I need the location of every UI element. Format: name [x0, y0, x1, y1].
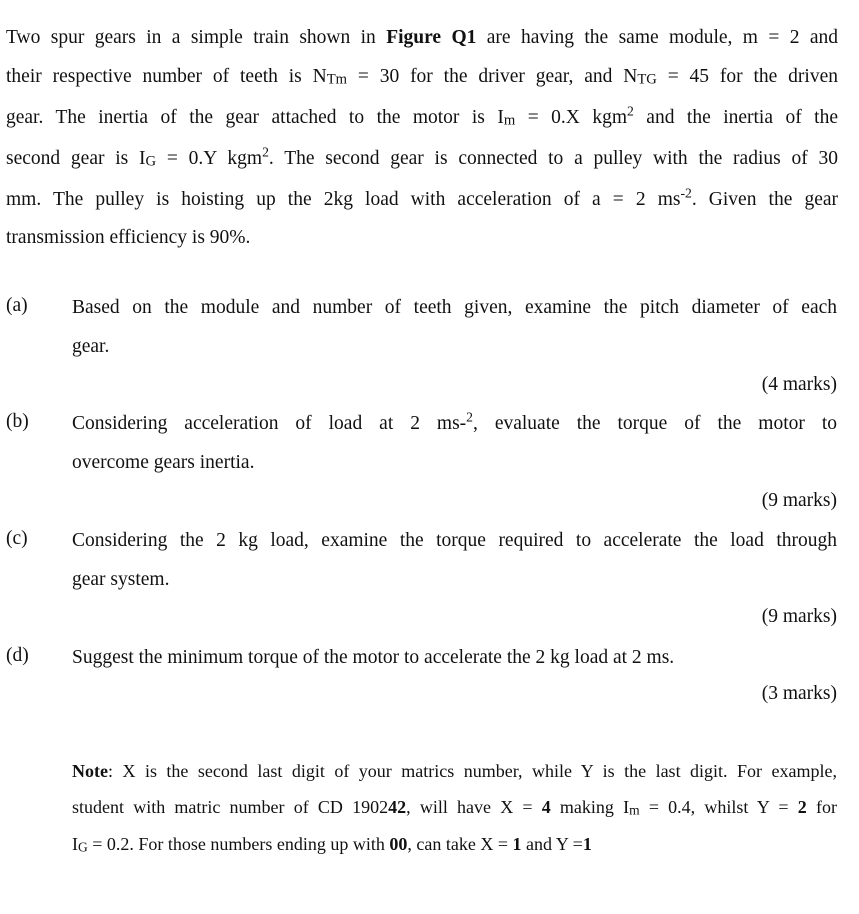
question-a-label: (a) — [6, 295, 28, 316]
question-d-label: (d) — [6, 645, 29, 666]
question-c-label: (c) — [6, 528, 28, 549]
intro-line-2: their respective number of teeth is NTm = 30 for the driver gear, and NTG = 45 for the driven — [6, 65, 838, 88]
question-b-label: (b) — [6, 411, 29, 432]
question-b-text: Considering acceleration of load at 2 ms-$^2$, evaluate the torque of the motor to overcome gears inertia. — [72, 409, 837, 473]
question-d-text: Suggest the minimum torque of the motor to accelerate the 2 kg load at 2 ms. — [72, 647, 675, 668]
note-block: Note: X is the second last digit of your matrics number, while Y is the last digit. For example, student with matric number of CD 190242, will have X = 4 making Im = 0.4, whilst Y = 2 for IG = 0.2. For those numbers ending up with 00, can take X = 1 and Y =1 — [72, 761, 837, 855]
intro-line-6: transmission efficiency is 90%. — [6, 227, 251, 249]
intro-line-4: second gear is IG = 0.Y kgm$^2$. The second gear is connected to a pulley with the radius of 30 — [6, 144, 839, 170]
problem-statement — [6, 19, 838, 258]
question-c-text: Considering the 2 kg load, examine the torque required to accelerate the load through gear system. — [72, 530, 837, 590]
question-c-marks: (9 marks) — [761, 606, 837, 627]
intro-line-1: Two spur gears in a simple train shown in Figure Q1 are having the same module, m = 2 and — [6, 27, 839, 48]
question-a-text: Based on the module and number of teeth given, examine the pitch diameter of each gear. — [72, 297, 837, 357]
note-label: Note — [72, 761, 108, 781]
question-b-marks: (9 marks) — [761, 490, 837, 511]
question-a-marks: (4 marks) — [761, 374, 837, 395]
figure-reference: Figure Q1 — [386, 27, 477, 48]
intro-line-5: mm. The pulley is hoisting up the 2kg load with acceleration of a = 2 $ms^{-2}$. Given the gear — [6, 185, 838, 210]
intro-line-3: gear. The inertia of the gear attached to the motor is Im = 0.X kgm$^2$ and the inertia of the — [6, 103, 838, 129]
question-d-marks: (3 marks) — [761, 683, 837, 704]
